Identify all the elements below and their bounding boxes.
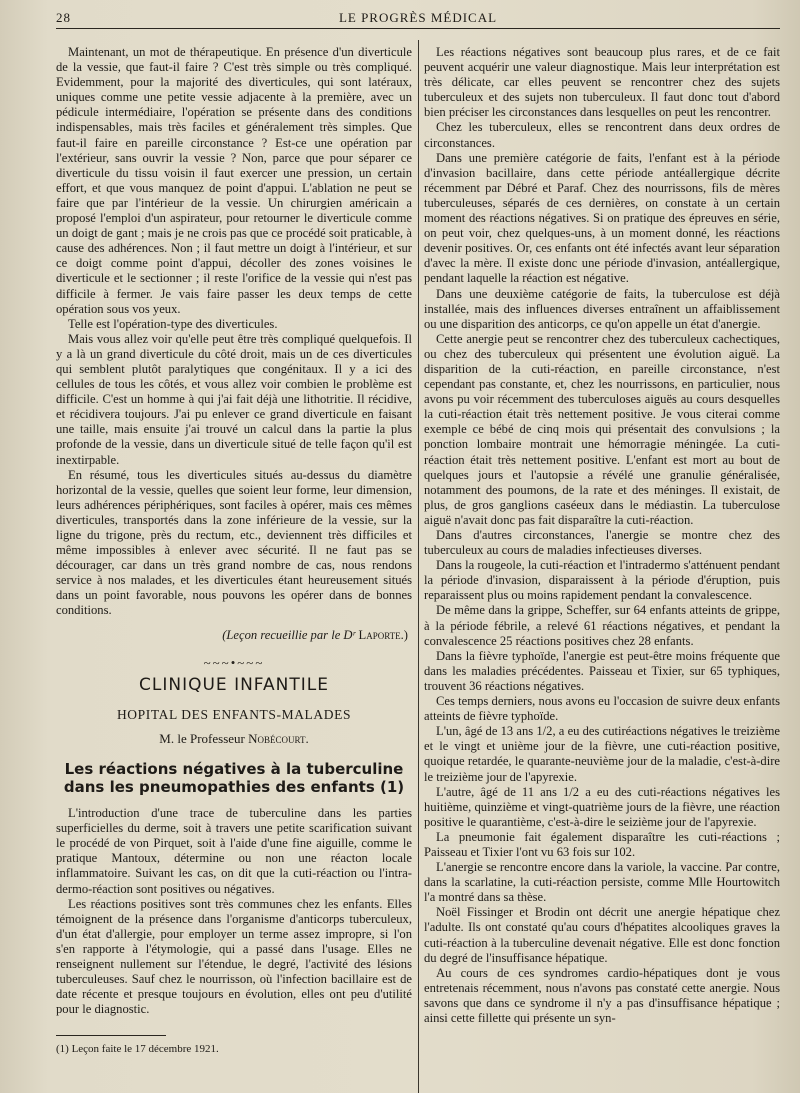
paragraph: Dans une deuxième catégorie de faits, la tuberculose est déjà installée, mais des influences diverses entraînent un affaiblissement ou une disparition des anticorps, ce qu'on appelle un état d'anergie.	[424, 286, 780, 331]
page-number: 28	[56, 10, 71, 25]
right-column	[424, 45, 780, 1093]
professor-prefix: M. le Professeur	[159, 730, 245, 746]
paragraph: En résumé, tous les diverticules situés au-dessus du diamètre horizontal de la vessie, quelles que soient leur forme, leur dimension, leurs adhérences périphériques, sont faciles à opérer, mais ces mêmes diverticules, transportés dans la zone inférieure de la vessie, sur la ligne du trigone, près du rectum, etc., deviennent très difficiles et même impossibles à enlever avec sécurité. Il ne faut pas se décourager, car dans un très grand nombre de cas, nous rendons service à nos malades, et les diverticules étant heureusement situés dans un point favorable, nous pouvons les opérer dans de bonnes conditions.	[56, 467, 412, 618]
paragraph: Noël Fissinger et Brodin ont décrit une anergie hépatique chez l'adulte. Ils ont constaté qu'au cours d'hépatites alcooliques graves la cuti-réaction à la tuberculine devenait négative. Elle est donc fonction du degré de l'insuffisance hépatique.	[424, 905, 780, 965]
paragraph: L'un, âgé de 13 ans 1/2, a eu des cutiréactions négatives le treizième et le vingt et unième jour de la fièvre, une cuti-réaction positive, quoique retardée, le quarante-neuvième jour de la maladie, c'est-à-dire le treizième jour de l'apyrexie.	[424, 724, 780, 784]
section-ornament: ~~~•~~~	[203, 654, 265, 670]
paragraph: Les réactions positives sont très communes chez les enfants. Elles témoignent de la présence dans l'organisme d'anticorps tuberculeux, d'un état d'allergie, pour employer un terme assez impropre, si l'on s'en rapporte à l'étymologie, qui a passé dans l'usage. Elles ne renseignent nullement sur l'étendue, le degré, l'activité des lésions tuberculeuses. Sauf chez le nourrisson, où l'infection bacillaire est de date récente et presque toujours en évolution, elles ont peu d'utilité pour le diagnostic.	[56, 896, 412, 1017]
journal-title: LE PROGRÈS MÉDICAL	[338, 10, 498, 25]
signature-text: (Leçon recueillie par le Dʳ	[222, 627, 356, 642]
paragraph: L'anergie se rencontre encore dans la variole, la vaccine. Par contre, dans la scarlatine, la cuti-réaction persiste, comme Mlle Hourtowitch l'a montré dans sa thèse.	[424, 860, 780, 905]
section-title: CLINIQUE INFANTILE	[139, 674, 329, 695]
paragraph: Dans d'autres circonstances, l'anergie se montre chez des tuberculeux au cours de maladies infectieuses diverses.	[424, 528, 780, 558]
paragraph: Dans une première catégorie de faits, l'enfant est à la période d'invasion bacillaire, dans cette période antéallergique décrite récemment par Débré et Paraf. Chez des nourrissons, fils de mères tuberculeuses, séparés de ces dernières, on constate à un certain moment des réactions négatives. Si on pratique des épreuves en série, on peut voir, chez quelques-uns, à un moment donné, les réactions devenir positives. Or, ces enfants ont été infectés avant leur séparation d'avec la mère. Il existe donc une période d'invasion, antéallergique, pendant laquelle la réaction est négative.	[424, 150, 780, 286]
column-divider	[418, 40, 419, 1093]
paragraph: Dans la fièvre typhoïde, l'anergie est peut-être moins fréquente que dans les maladies précédentes. Paisseau et Tixier, sur 65 typhiques, trouvent 36 réactions négatives.	[424, 648, 780, 693]
paragraph: Ces temps derniers, nous avons eu l'occasion de suivre deux enfants atteints de fièvre typhoïde.	[424, 694, 780, 724]
paragraph: Les réactions négatives sont beaucoup plus rares, et de ce fait peuvent acquérir une valeur diagnostique. Mais leur interprétation est très délicate, car elles peuvent se rencontrer chez des sujets tuberculeux et des sujets non tuberculeux. Il faut donc tout d'abord bien préciser les circonstances dans lesquelles on peut les rencontrer.	[424, 45, 780, 120]
page-header	[56, 6, 780, 29]
paragraph: L'introduction d'une trace de tuberculine dans les parties superficielles du derme, soit à travers une petite scarification suivant le procédé de von Pirquet, soit à l'aide d'une fine aiguille, comme le pratique Mantoux, détermine ou non une réacton locale inflammatoire. Suivant les cas, on dit que la cuti-réaction ou l'intra-dermo-réaction sont positives ou négatives.	[56, 806, 412, 896]
paragraph: Chez les tuberculeux, elles se rencontrent dans deux ordres de circonstances.	[424, 120, 780, 150]
paragraph: De même dans la grippe, Scheffer, sur 64 enfants atteints de grippe, à la période fébrile, a relevé 61 réactions négatives, et pendant la convalescence 25 réactions positives chez 28 enfants.	[424, 603, 780, 648]
lecture-title: Les réactions négatives à la tuberculine dans les pneumopathies des enfants (1)	[63, 760, 405, 797]
paragraph: Maintenant, un mot de thérapeutique. En présence d'un diverticule de la vessie, que faut-il faire ? C'est très simple ou très compliqué. Evidemment, pour la majorité des diverticules, qui sont latéraux, uniques comme une petite vessie adjacente à la première, avec un pédicule intermédiaire, l'opération se présente dans des conditions indispensables, mais très faciles et généralement très simples. Que faut-il faire en pareille circonstance ? Est-ce une opération par l'extérieur, sans ouvrir la vessie ? Non, parce que pour séparer ce diverticule du tissu voisin il faut exercer une pression, un certain effort, et que vous manquez de point d'appui. L'ablation ne peut se faire que par l'intérieur de la vessie. Un chirurgien américain a proposé l'emploi d'un aspirateur, pour retourner le diverticule comme un doigt de gant ; mais je ne crois pas que ce procédé soit praticable, à cause des adhérences. Non ; il faut mettre un doigt à l'intérieur, et sur ce doigt comme point d'appui, décoller des zones voisines le diverticule et le sectionner ; il reste l'orifice de la vessie qui n'est pas difficile à fermer. Je vais faire passer les deux temps de cette opération sous vos yeux.	[56, 45, 412, 316]
signature-name: Laporte.)	[358, 627, 408, 642]
lecture-signature	[56, 628, 408, 643]
professor-name: Nobécourt.	[248, 730, 309, 746]
hospital-name: HOPITAL DES ENFANTS-MALADES	[116, 706, 352, 722]
paragraph: Telle est l'opération-type des diverticules.	[68, 316, 278, 331]
footnote-rule	[56, 1035, 166, 1036]
paragraph: Au cours de ces syndromes cardio-hépatiques dont je vous entretenais récemment, nous n'avons pas constaté cette anergie. Nous savons que dans ce syndrome il n'y a pas d'insuffisance hépatique ; ainsi cette fillette qui présente un syn-	[424, 965, 780, 1025]
paragraph: Dans la rougeole, la cuti-réaction et l'intradermo s'atténuent pendant la période d'invasion, disparaissent à la période d'éruption, puis reparaissent plus ou moins rapidement pendant la convalescence.	[424, 558, 780, 603]
left-column	[56, 45, 412, 1093]
paragraph: L'autre, âgé de 11 ans 1/2 a eu des cuti-réactions négatives les huitième, quinzième et vingt-quatrième jours de la fièvre, une réaction positive le quarantième, c'est-à-dire le seizième jour de l'apyrexie.	[424, 784, 780, 829]
paragraph: Mais vous allez voir qu'elle peut être très compliqué quelquefois. Il y a là un grand diverticule du côté droit, mais un de ces diverticules qui semblent plutôt paralytiques que congénitaux. Il y a ici des cellules de tous les côtés, et vous allez voir combien le problème est difficile. C'est un homme à qui j'ai fait déjà une lithotritie. Il récidive, et récidivera toujours. J'ai pu enlever ce grand diverticule en faisant une taille, mais ensuite j'ai trouvé un calcul dans la partie la plus profonde de la vessie, dans un diverticule situé de telle façon qu'il est inextirpable.	[56, 331, 412, 467]
professor-line	[56, 731, 412, 746]
paragraph: Cette anergie peut se rencontrer chez des tuberculeux cachectiques, ou chez des tuberculeux qui présentent une évolution aiguë. La disparition de la cuti-réaction, en pareille circonstance, n'est cependant pas constante, et, chez les nourrissons, en particulier, nous avons pu voir récemment des tuberculoses aiguës au cours desquelles la cuti-réaction était très nettement positive. Je vous citerai comme exemple ce bébé de cinq mois qui présentait des convulsions ; la ponction lombaire montrait une hémorragie méningée. La cuti-réaction était très nettement positive. L'enfant est mort au bout de quelques jours et l'autopsie a révélé une granulie généralisée, notamment des poumons, de la rate et des méninges. Il existait, de plus, de gros ganglions caséeux dans le médiastin. La tuberculose aiguë n'avait donc pas fait disparaître la cuti-réaction.	[424, 331, 780, 527]
paragraph: La pneumonie fait également disparaître les cuti-réactions ; Paisseau et Tixier l'ont vu 63 fois sur 102.	[424, 829, 780, 859]
footnote: (1) Leçon faite le 17 décembre 1921.	[56, 1043, 219, 1056]
